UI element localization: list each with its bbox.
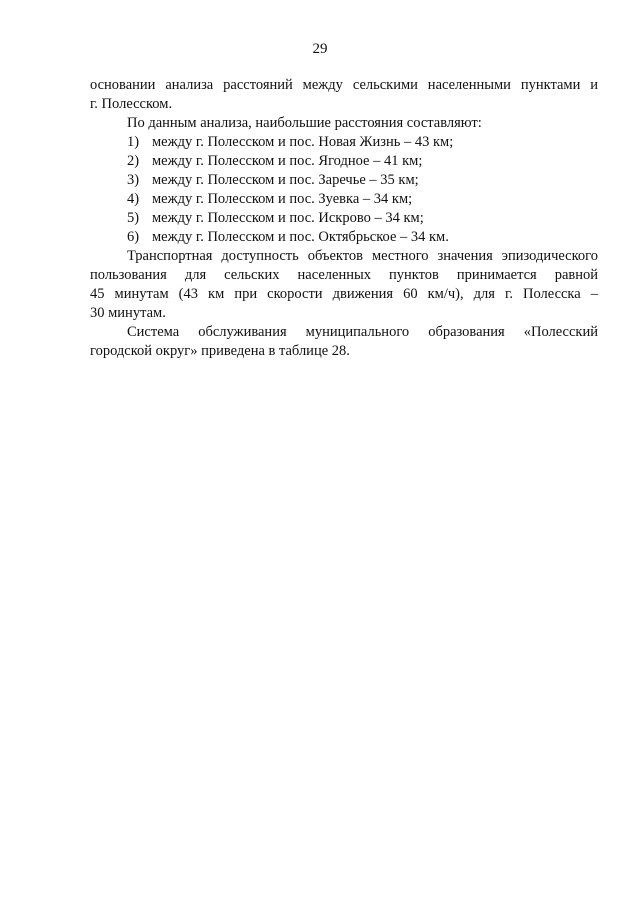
paragraph-3-line-2: пользования для сельских населенных пунктов принимается равной xyxy=(90,267,598,283)
list-item xyxy=(90,152,598,171)
paragraph-3-line-1: Транспортная доступность объектов местного значения эпизодического xyxy=(127,248,598,264)
list-item-number: 3) xyxy=(127,172,140,188)
list-item-text: между г. Полесском и пос. Искрово – 34 км; xyxy=(152,210,424,226)
paragraph-2: По данным анализа, наибольшие расстояния составляют: xyxy=(127,115,482,131)
paragraph-3-line-4: 30 минутам. xyxy=(90,305,166,321)
document-body xyxy=(90,76,598,361)
list-item xyxy=(90,133,598,152)
list-item-number: 1) xyxy=(127,134,140,150)
list-item xyxy=(90,209,598,228)
list-item-text: между г. Полесском и пос. Ягодное – 41 км; xyxy=(152,153,423,169)
paragraph-3-line-3: 45 минутам (43 км при скорости движения 60 км/ч), для г. Полесска – xyxy=(90,286,598,302)
list-item-number: 5) xyxy=(127,210,140,226)
paragraph-4-line-1: Система обслуживания муниципального образования «Полесский xyxy=(127,324,598,340)
list-item xyxy=(90,228,598,247)
list-item-text: между г. Полесском и пос. Октябрьское – 34 км. xyxy=(152,229,449,245)
list-item-number: 4) xyxy=(127,191,140,207)
paragraph-1-line-2: г. Полесском. xyxy=(90,96,173,112)
list-item-text: между г. Полесском и пос. Зуевка – 34 км; xyxy=(152,191,413,207)
list-item xyxy=(90,190,598,209)
paragraph-4-line-2: городской округ» приведена в таблице 28. xyxy=(90,343,350,359)
page-number: 29 xyxy=(312,41,328,57)
list-item-number: 2) xyxy=(127,153,140,169)
list-item-text: между г. Полесском и пос. Заречье – 35 км; xyxy=(152,172,419,188)
list-item-text: между г. Полесском и пос. Новая Жизнь – 43 км; xyxy=(152,134,454,150)
list-item-number: 6) xyxy=(127,229,140,245)
paragraph-1-line-1: основании анализа расстояний между сельскими населенными пунктами и xyxy=(90,77,598,93)
distance-list xyxy=(90,133,598,247)
list-item xyxy=(90,171,598,190)
